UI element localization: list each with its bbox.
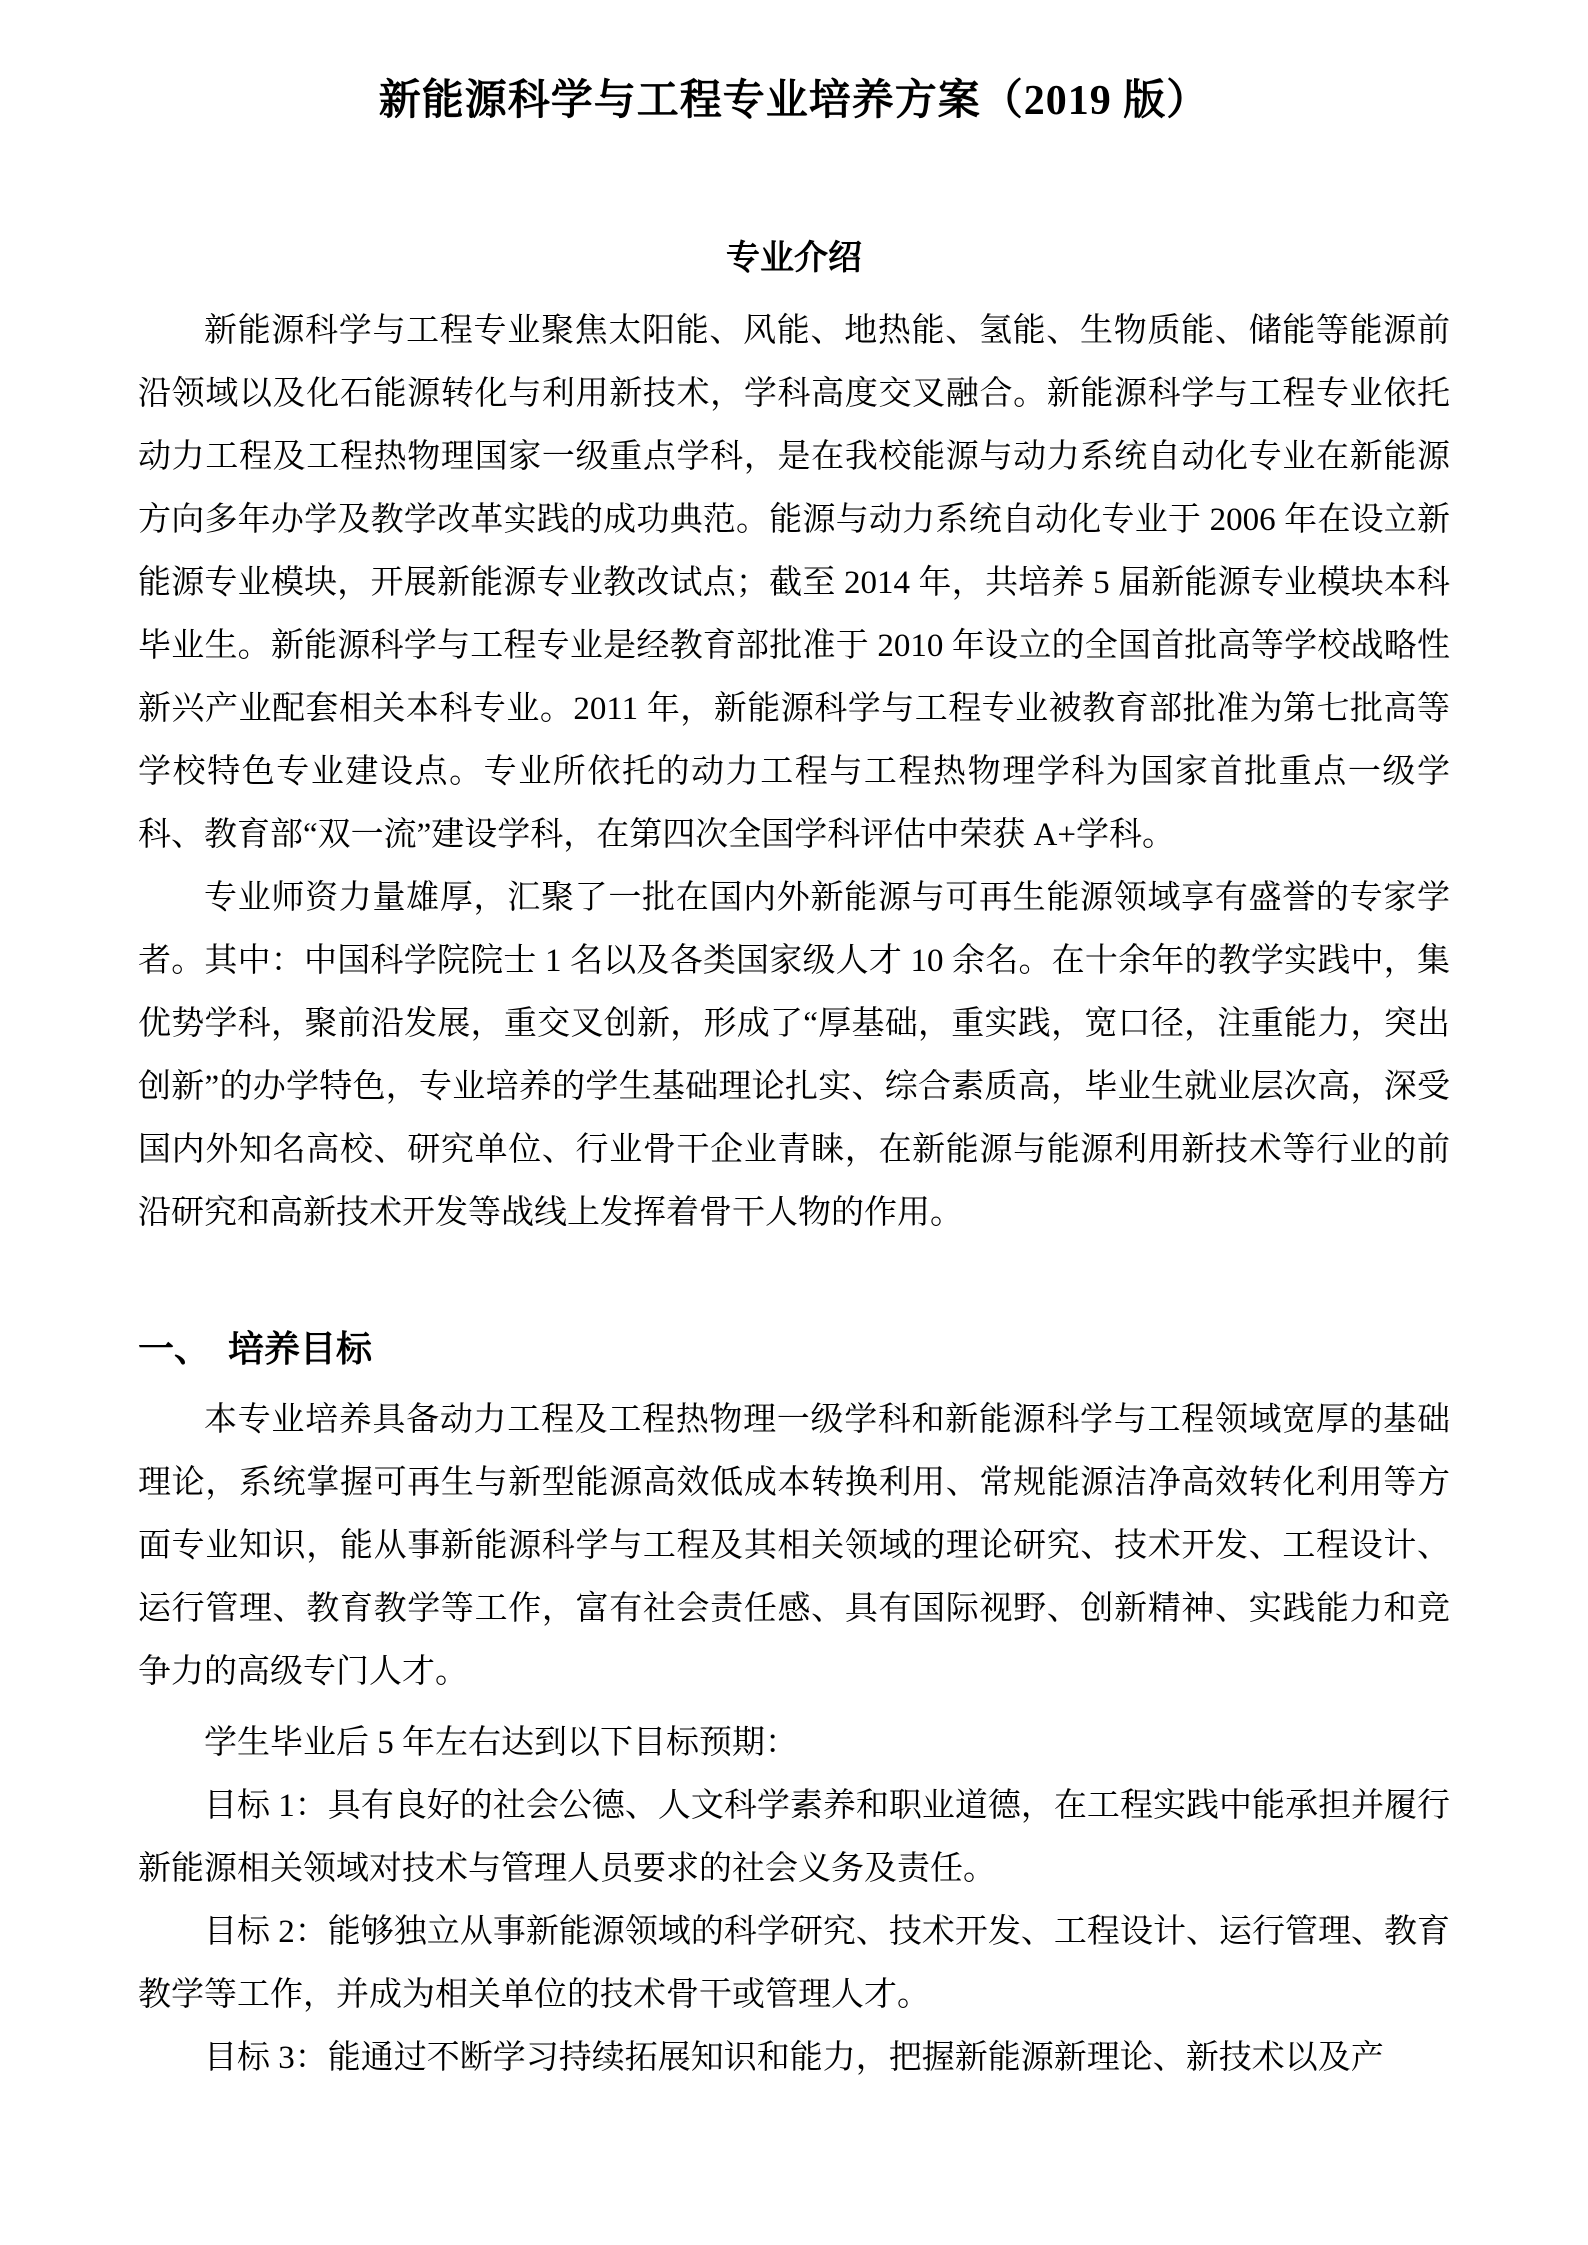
- objectives-section-body: [138, 1389, 1450, 2090]
- intro-section-heading: 专业介绍: [726, 239, 862, 277]
- objectives-section-heading: [138, 1325, 1450, 1373]
- objectives-paragraph-overview: 本专业培养具备动力工程及工程热物理一级学科和新能源科学与工程领域宽厚的基础理论，系统掌握可再生与新型能源高效低成本转换利用、常规能源洁净高效转化利用等方面专业知识，能从事新能源科学与工程及其相关领域的理论研究、技术开发、工程设计、运行管理、教育教学等工作，富有社会责任感、具有国际视野、创新精神、实践能力和竞争力的高级专门人才。: [138, 1402, 1450, 1690]
- objective-goal-2: 目标 2：能够独立从事新能源领域的科学研究、技术开发、工程设计、运行管理、教育教学等工作，并成为相关单位的技术骨干或管理人才。: [138, 1914, 1450, 2013]
- document-title: 新能源科学与工程专业培养方案（2019 版）: [378, 78, 1210, 124]
- objective-goal-1: 目标 1：具有良好的社会公德、人文科学素养和职业道德，在工程实践中能承担并履行新能源相关领域对技术与管理人员要求的社会义务及责任。: [138, 1788, 1450, 1887]
- intro-paragraph-1: 新能源科学与工程专业聚焦太阳能、风能、地热能、氢能、生物质能、储能等能源前沿领域以及化石能源转化与利用新技术，学科高度交叉融合。新能源科学与工程专业依托动力工程及工程热物理国家一级重点学科，是在我校能源与动力系统自动化专业在新能源方向多年办学及教学改革实践的成功典范。能源与动力系统自动化专业于 2006 年在设立新能源专业模块，开展新能源专业教改试点；截至 2014 年，共培养 5 届新能源专业模块本科毕业生。新能源科学与工程专业是经教育部批准于 2010 年设立的全国首批高等学校战略性新兴产业配套相关本科专业。2011 年，新能源科学与工程专业被教育部批准为第七批高等学校特色专业建设点。专业所依托的动力工程与工程热物理学科为国家首批重点一级学科、教育部“双一流”建设学科，在第四次全国学科评估中荣获 A+学科。: [138, 313, 1451, 853]
- objectives-paragraph-lead: 学生毕业后 5 年左右达到以下目标预期：: [204, 1725, 798, 1761]
- intro-section-body: [138, 300, 1450, 1245]
- objectives-heading-number: 一、: [138, 1328, 211, 1369]
- objective-goal-3: 目标 3：能通过不断学习持续拓展知识和能力，把握新能源新理论、新技术以及产: [204, 2040, 1384, 2076]
- objectives-heading-title: 培养目标: [228, 1328, 373, 1369]
- intro-paragraph-2: 专业师资力量雄厚，汇聚了一批在国内外新能源与可再生能源领域享有盛誉的专家学者。其中：中国科学院院士 1 名以及各类国家级人才 10 余名。在十余年的教学实践中，集优势学科，聚前沿发展，重交叉创新，形成了“厚基础，重实践，宽口径，注重能力，突出创新”的办学特色，专业培养的学生基础理论扎实、综合素质高，毕业生就业层次高，深受国内外知名高校、研究单位、行业骨干企业青睐，在新能源与能源利用新技术等行业的前沿研究和高新技术开发等战线上发挥着骨干人物的作用。: [138, 880, 1450, 1231]
